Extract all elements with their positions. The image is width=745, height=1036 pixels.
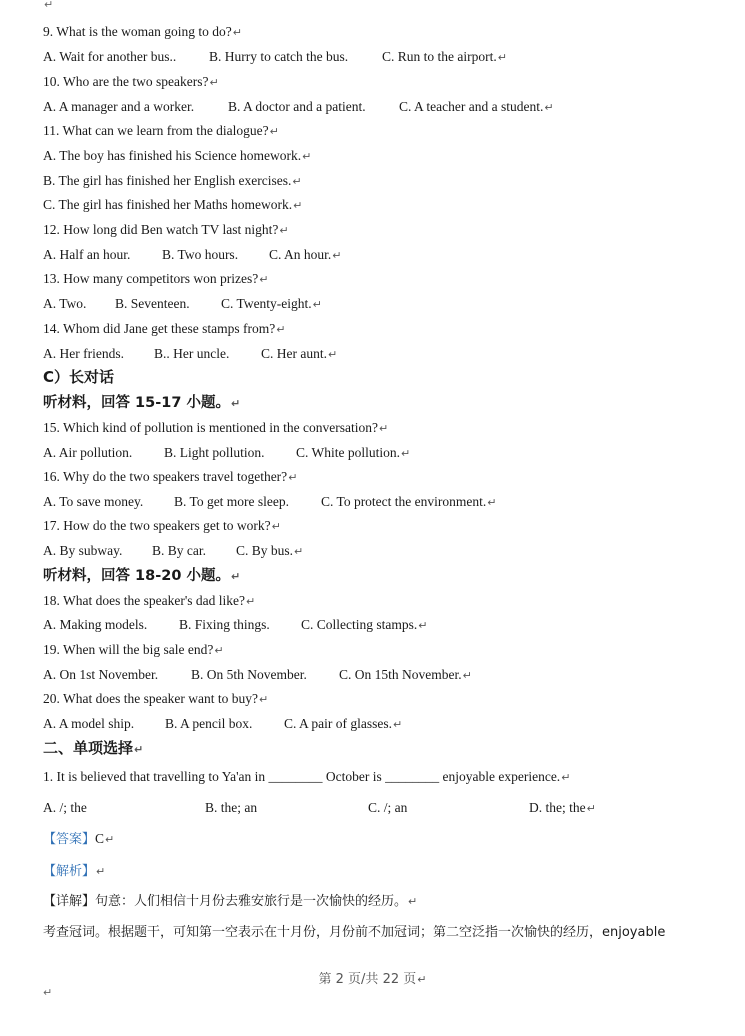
option-b: B. To get more sleep. bbox=[174, 494, 290, 509]
question-17: 17. How do the two speakers get to work?↵ bbox=[43, 518, 281, 533]
answer-line: 【答案】C↵ bbox=[43, 831, 115, 847]
question-18: 18. What does the speaker's dad like?↵ bbox=[43, 593, 256, 608]
option-a: A. Air pollution. bbox=[43, 445, 133, 460]
option-c: C. An hour.↵ bbox=[269, 247, 342, 262]
mc-question-1: 1. It is believed that travelling to Ya'an in ________ October is ________ enjoyable experience.↵ bbox=[43, 769, 571, 784]
question-text: 20. What does the speaker want to buy? bbox=[43, 691, 258, 706]
option-b: B. Seventeen. bbox=[115, 296, 190, 311]
option-b: B. A pencil box. bbox=[165, 716, 253, 731]
option-c: C. Twenty-eight.↵ bbox=[221, 296, 322, 311]
question-text: 9. What is the woman going to do? bbox=[43, 24, 232, 39]
question-9: 9. What is the woman going to do?↵ bbox=[43, 24, 242, 39]
section-heading-c: C）长对话 bbox=[43, 368, 115, 386]
option-b: B. Hurry to catch the bus. bbox=[209, 49, 349, 64]
option-b: B.. Her uncle. bbox=[154, 346, 230, 361]
option-b: B. the; an bbox=[205, 800, 258, 815]
answer-label: 【答案】 bbox=[43, 832, 96, 847]
option-a: A. Two. bbox=[43, 296, 87, 311]
option-a: A. A manager and a worker. bbox=[43, 99, 195, 114]
option-11-a: A. The boy has finished his Science homework.↵ bbox=[43, 148, 312, 163]
question-text: 16. Why do the two speakers travel together? bbox=[43, 469, 288, 484]
instruction-18-20: 听材料，回答 18-20 小题。↵ bbox=[43, 568, 241, 584]
option-c: C. Her aunt.↵ bbox=[261, 346, 338, 361]
question-19: 19. When will the big sale end?↵ bbox=[43, 642, 224, 657]
option-b: B. Two hours. bbox=[162, 247, 239, 262]
question-15: 15. Which kind of pollution is mentioned in the conversation?↵ bbox=[43, 420, 389, 435]
option-a: A. On 1st November. bbox=[43, 667, 159, 682]
option-c: C. Collecting stamps.↵ bbox=[301, 617, 428, 632]
option-c: C. A teacher and a student.↵ bbox=[399, 99, 554, 114]
question-text: 10. Who are the two speakers? bbox=[43, 74, 209, 89]
question-text: 17. How do the two speakers get to work? bbox=[43, 518, 271, 533]
question-13: 13. How many competitors won prizes?↵ bbox=[43, 271, 269, 286]
option-c: C. A pair of glasses.↵ bbox=[284, 716, 403, 731]
paragraph-mark-top: ↵ bbox=[44, 0, 54, 11]
option-a: A. Wait for another bus.. bbox=[43, 49, 177, 64]
option-a: A. A model ship. bbox=[43, 716, 135, 731]
instruction-15-17: 听材料，回答 15-17 小题。↵ bbox=[43, 395, 241, 411]
option-a: A. /; the bbox=[43, 800, 87, 815]
explanation-line: 考查冠词。根据题干，可知第一空表示在十月份，月份前不加冠词；第二空泛指一次愉快的经历，enjoyable bbox=[43, 925, 666, 940]
question-12: 12. How long did Ben watch TV last night?↵ bbox=[43, 222, 289, 237]
option-a: A. Half an hour. bbox=[43, 247, 131, 262]
question-text: 18. What does the speaker's dad like? bbox=[43, 593, 245, 608]
option-c: C. By bus.↵ bbox=[236, 543, 304, 558]
page-number-footer: 第 2 页/共 22 页↵ bbox=[318, 972, 427, 987]
question-16: 16. Why do the two speakers travel together?↵ bbox=[43, 469, 298, 484]
section-heading-2: 二、单项选择↵ bbox=[43, 739, 144, 757]
paragraph-mark-bottom: ↵ bbox=[43, 986, 53, 999]
answer-value: C bbox=[95, 831, 105, 846]
option-a: A. Her friends. bbox=[43, 346, 124, 361]
option-a: A. By subway. bbox=[43, 543, 123, 558]
analysis-label-line: 【解析】↵ bbox=[43, 864, 106, 879]
option-c: C. To protect the environment.↵ bbox=[321, 494, 497, 509]
option-b: B. Fixing things. bbox=[179, 617, 270, 632]
question-14: 14. Whom did Jane get these stamps from?↵ bbox=[43, 321, 286, 336]
option-b: B. On 5th November. bbox=[191, 667, 307, 682]
option-d: D. the; the↵ bbox=[529, 800, 596, 815]
question-text: 15. Which kind of pollution is mentioned in the conversation? bbox=[43, 420, 378, 435]
question-11: 11. What can we learn from the dialogue?↵ bbox=[43, 123, 279, 138]
option-c: C. White pollution.↵ bbox=[296, 445, 411, 460]
question-10: 10. Who are the two speakers?↵ bbox=[43, 74, 219, 89]
detail-line: 【详解】句意：人们相信十月份去雅安旅行是一次愉快的经历。↵ bbox=[43, 894, 418, 909]
option-c: C. /; an bbox=[368, 800, 408, 815]
question-text: 19. When will the big sale end? bbox=[43, 642, 214, 657]
question-text: 11. What can we learn from the dialogue? bbox=[43, 123, 269, 138]
question-20: 20. What does the speaker want to buy?↵ bbox=[43, 691, 269, 706]
option-b: B. A doctor and a patient. bbox=[228, 99, 366, 114]
option-b: B. By car. bbox=[152, 543, 206, 558]
question-text: 13. How many competitors won prizes? bbox=[43, 271, 259, 286]
option-c: C. Run to the airport.↵ bbox=[382, 49, 507, 64]
option-a: A. Making models. bbox=[43, 617, 148, 632]
option-c: C. On 15th November.↵ bbox=[339, 667, 472, 682]
question-text: 14. Whom did Jane get these stamps from? bbox=[43, 321, 276, 336]
analysis-label: 【解析】 bbox=[43, 864, 96, 879]
option-b: B. Light pollution. bbox=[164, 445, 265, 460]
option-a: A. To save money. bbox=[43, 494, 144, 509]
question-text: 12. How long did Ben watch TV last night? bbox=[43, 222, 279, 237]
option-11-b: B. The girl has finished her English exercises.↵ bbox=[43, 173, 302, 188]
option-11-c: C. The girl has finished her Maths homework.↵ bbox=[43, 197, 303, 212]
